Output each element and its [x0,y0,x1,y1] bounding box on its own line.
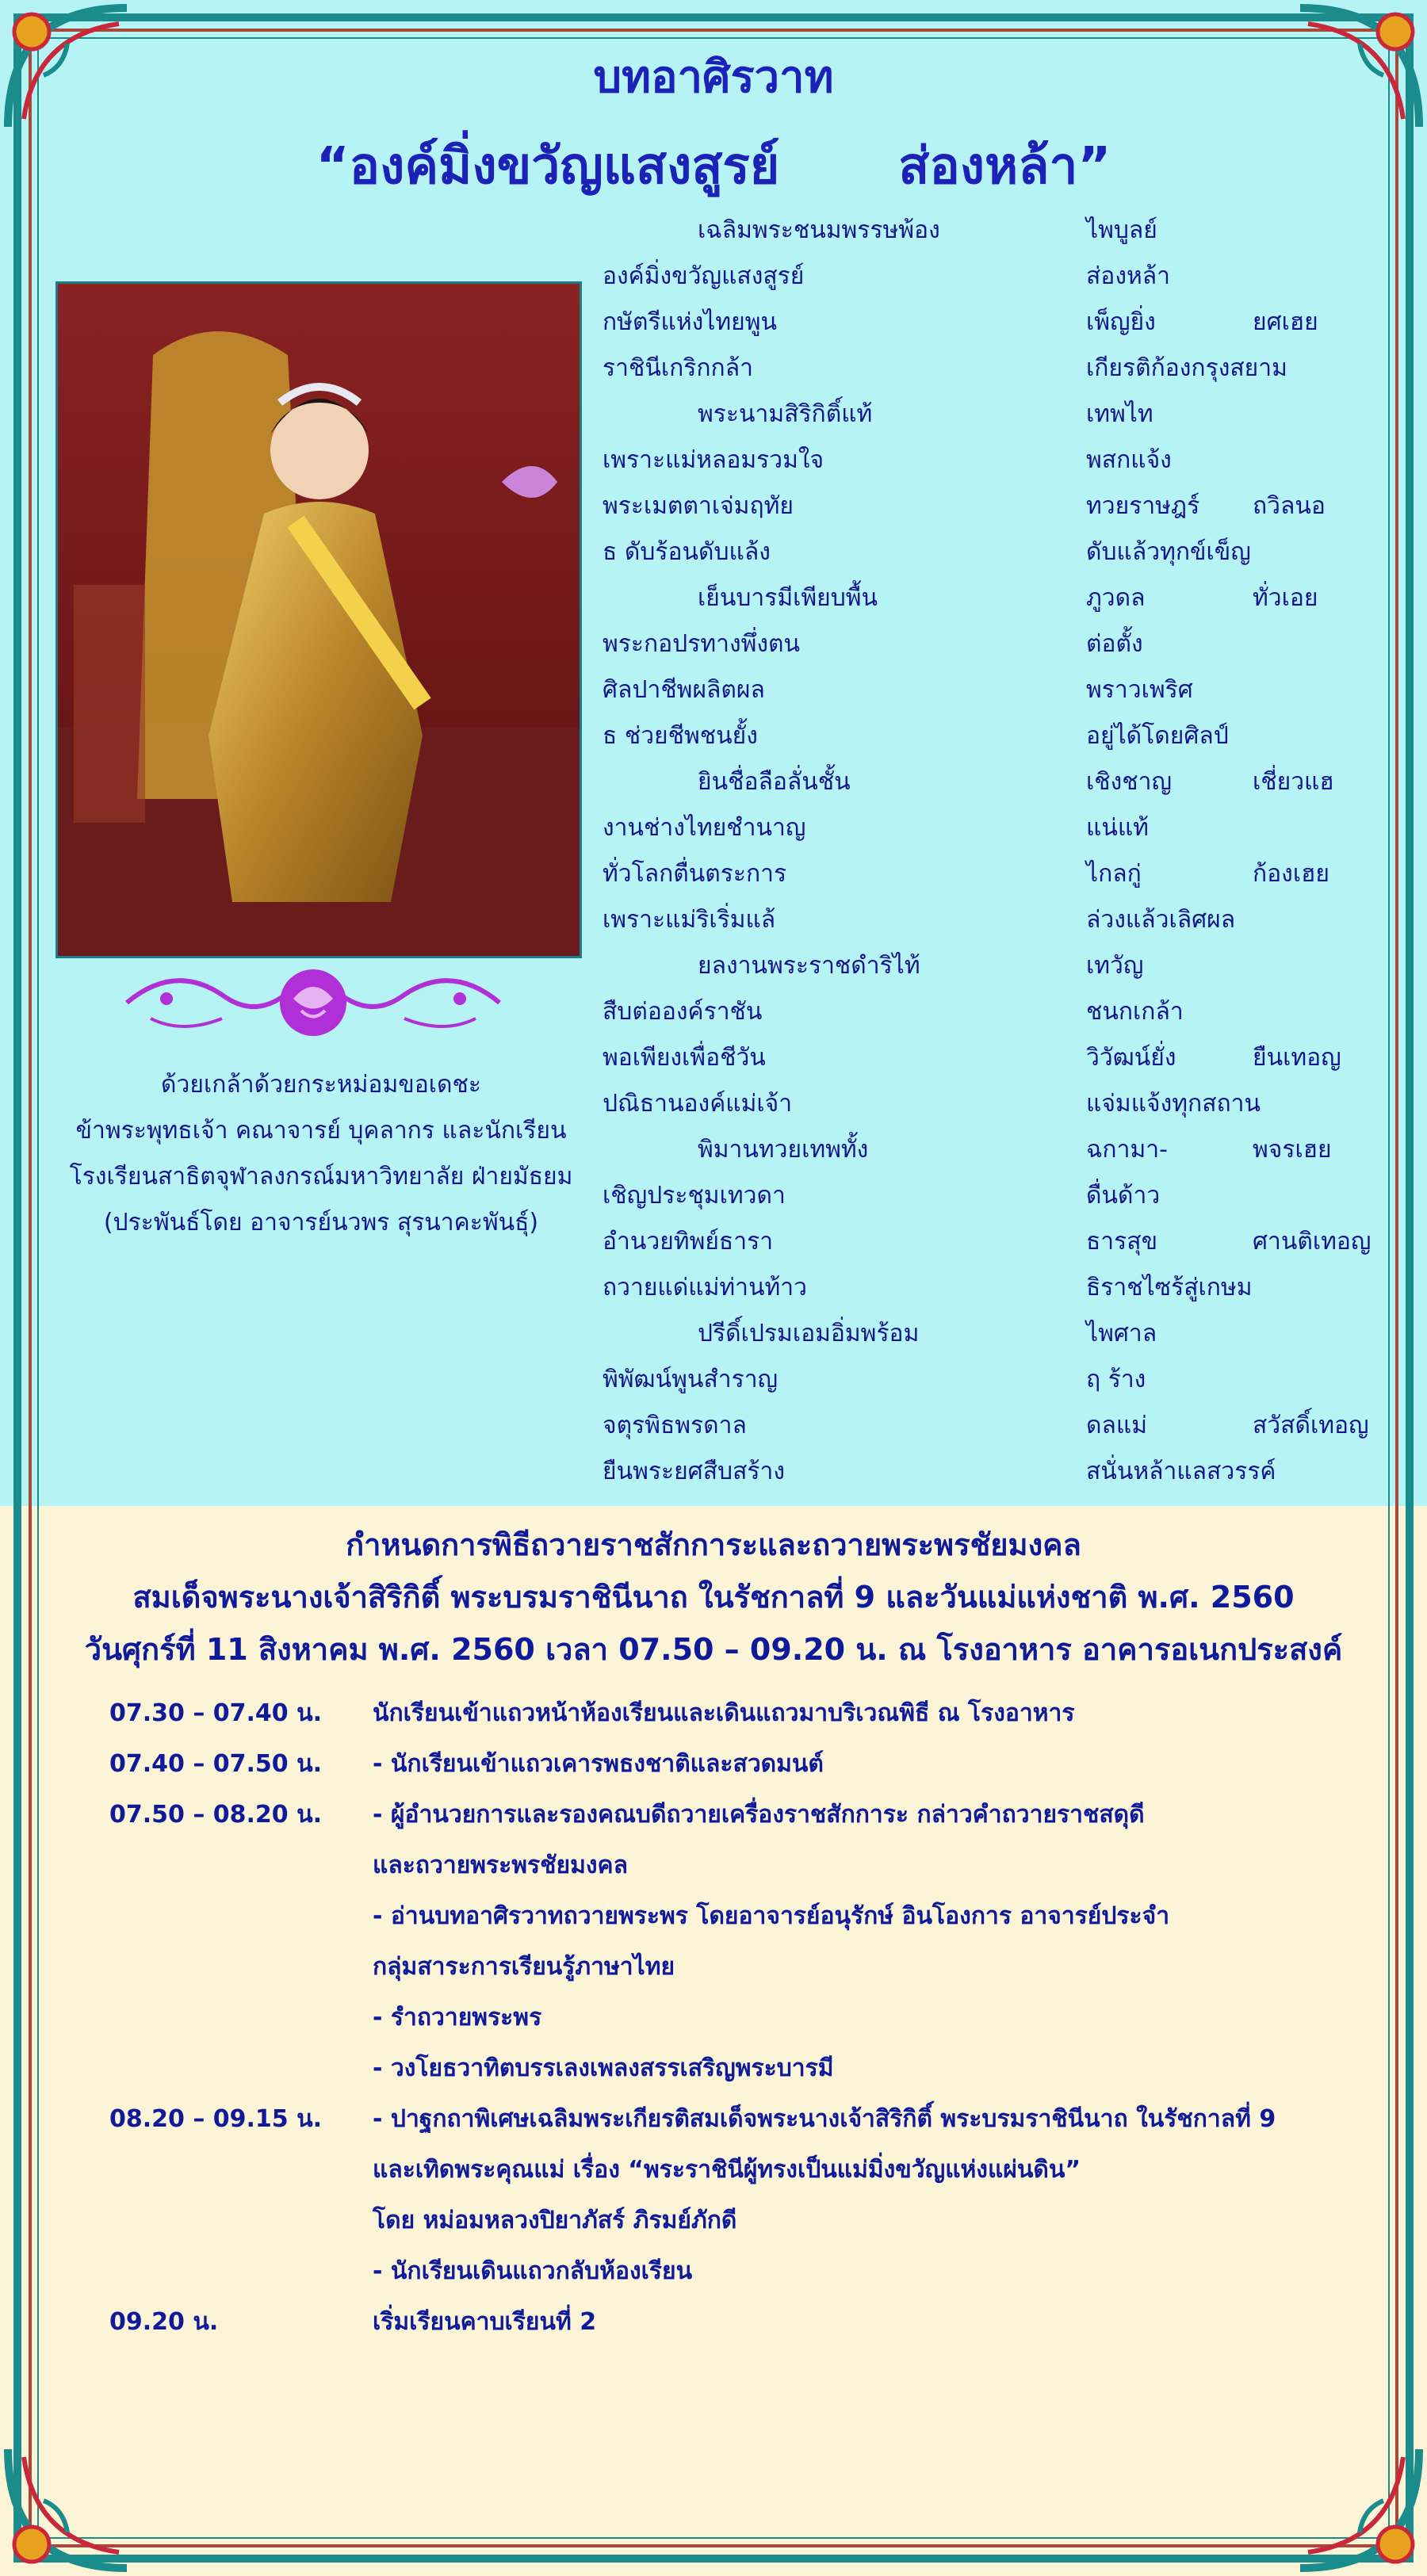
poem-line [603,1127,1395,1173]
poem-verse-second: ฉกามา- [1086,1136,1168,1164]
poem-verse-second: แจ่มแจ้งทุกสถาน [1086,1090,1261,1118]
poem-line [603,300,1395,346]
poem-line [603,1035,1395,1081]
poem-verse-ending: ศานติเทอญ [1253,1228,1372,1256]
poem-verse-first: งานช่างไทยชำนาญ [603,814,806,842]
poem-line [603,1219,1395,1265]
poem-verse-first: ธ ช่วยชีพชนยั้ง [603,722,758,750]
poem-verse-first: ราชินีเกริกกล้า [603,354,753,382]
schedule-time: 07.40 – 07.50 น. [109,1750,323,1778]
schedule-row [0,1891,1427,1942]
schedule-time: 07.30 – 07.40 น. [109,1699,323,1727]
page-title: บทอาศิรวาท [593,52,834,103]
schedule-date: วันศุกร์ที่ 11 สิงหาคม พ.ศ. 2560 เวลา 07.50 – 09.20 น. ณ โรงอาหาร อาคารอเนกประสงค์ [84,1632,1343,1667]
schedule-description: - ปาฐกถาพิเศษเฉลิมพระเกียรติสมเด็จพระนางเจ้าสิริกิติ์ พระบรมราชินีนาถ ในรัชกาลที่ 9 [373,2105,1276,2133]
poem-verse-first: ปรีดิ์เปรมเอมอิ่มพร้อม [698,1320,920,1347]
poem-line [603,346,1395,392]
poem-verse-second: ทวยราษฎร์ [1086,492,1200,520]
poem-verse-ending: ทั่วเอย [1253,584,1318,612]
poem-verse-first: พอเพียงเพื่อชีวัน [603,1044,766,1072]
dedication-line: ข้าพระพุทธเจ้า คณาจารย์ บุคลากร และนักเรียน [75,1117,567,1145]
poem-line [603,1403,1395,1449]
royal-portrait [55,281,582,958]
poem-line [603,943,1395,989]
schedule-description: - อ่านบทอาศิรวาทถวายพระพร โดยอาจารย์อนุรักษ์ อินโองการ อาจารย์ประจำ [373,1902,1170,1930]
poem-verse-second: ฤ ร้าง [1086,1366,1146,1393]
dedication-text [32,1062,610,1246]
schedule-description: - ผู้อำนวยการและรองคณบดีถวายเครื่องราชสักการะ กล่าวคำถวายราชสดุดี [373,1801,1145,1829]
schedule-description: กลุ่มสาระการเรียนรู้ภาษาไทย [373,1953,675,1981]
poem-verse-second: ไพบูลย์ [1086,216,1157,244]
poem-line [603,529,1395,575]
poem-verse-ending: พจรเฮย [1253,1136,1332,1164]
schedule-row [0,1840,1427,1891]
corner-flourish-icon [1292,2441,1427,2576]
poem-verse-second: ส่องหล้า [1086,262,1170,290]
schedule-description: - วงโยธวาทิตบรรเลงเพลงสรรเสริญพระบารมี [373,2054,834,2082]
poem-line [603,989,1395,1035]
dedication-line: ด้วยเกล้าด้วยกระหม่อมขอเดชะ [161,1071,481,1099]
poem-verse-second: ดลแม่ [1086,1412,1147,1439]
poem-verse-second: ไพศาล [1086,1320,1157,1347]
schedule-row [0,1790,1427,1840]
poem-verse-first: สืบต่อองค์ราชัน [603,998,763,1026]
poem-line [603,759,1395,805]
schedule-row [0,2145,1427,2196]
poem-verse-first: เชิญประชุมเทวดา [603,1182,786,1210]
poem-line [603,713,1395,759]
poem-verse-second: ดื่นด้าว [1086,1182,1161,1210]
schedule-description: นักเรียนเข้าแถวหน้าห้องเรียนและเดินแถวมาบริเวณพิธี ณ โรงอาหาร [373,1699,1075,1727]
schedule-description: - นักเรียนเดินแถวกลับห้องเรียน [373,2257,693,2285]
poem-verse-second: เชิงชาญ [1086,768,1173,796]
schedule-description: และเทิดพระคุณแม่ เรื่อง “พระราชินีผู้ทรงเป็นแม่มิ่งขวัญแห่งแผ่นดิน” [373,2156,1081,2184]
poem-verse-first: ศิลปาชีพผลิตผล [603,676,765,704]
poem-line [603,254,1395,300]
schedule-time: 07.50 – 08.20 น. [109,1801,323,1829]
poem-line [603,483,1395,529]
schedule-row [0,1688,1427,1739]
poem-verse-first: ยืนพระยศสืบสร้าง [603,1458,785,1485]
dedication-line: (ประพันธ์โดย อาจารย์นวพร สุรนาคะพันธุ์) [103,1209,539,1236]
poem-verse-first: ทั่วโลกตื่นตระการ [603,860,787,888]
rose-ornament-icon [119,955,507,1050]
poem-verse-first: กษัตรีแห่งไทยพูน [603,308,778,336]
poem-verse-first: ถวายแด่แม่ท่านท้าว [603,1274,807,1301]
poem-line [603,621,1395,667]
schedule-description: - นักเรียนเข้าแถวเคารพธงชาติและสวดมนต์ [373,1750,824,1778]
subtitle-left: “องค์มิ่งขวัญแสงสูรย์ [316,137,780,196]
schedule-row [0,2094,1427,2145]
schedule-subtitle: สมเด็จพระนางเจ้าสิริกิติ์ พระบรมราชินีนาถ ในรัชกาลที่ 9 และวันแม่แห่งชาติ พ.ศ. 2560 [132,1580,1295,1615]
poem-verse-first: องค์มิ่งขวัญแสงสูรย์ [603,262,805,290]
poem-verse-second: ชนกเกล้า [1086,998,1184,1026]
poem-verse-second: ภูวดล [1086,584,1146,612]
schedule-row [0,2043,1427,2094]
poem-verse-first: อำนวยทิพย์ธารา [603,1228,774,1256]
schedule-description: และถวายพระพรชัยมงคล [373,1852,628,1879]
poem-line [603,1265,1395,1311]
poem-verse-first: เย็นบารมีเพียบพื้น [698,584,878,612]
poem-line [603,805,1395,851]
poem-verse-second: วิวัฒน์ยั่ง [1086,1044,1176,1072]
poem-line [603,1081,1395,1127]
poem-verse-first: พระเมตตาเจ่มฤทัย [603,492,794,520]
schedule-row [0,2246,1427,2297]
schedule-row [0,1739,1427,1790]
poem-verse-ending: เชี่ยวแฮ [1253,768,1334,796]
poem-verse-first: ปณิธานองค์แม่เจ้า [603,1090,793,1118]
poem-verse-second: พสกแจ้ง [1086,446,1172,474]
poem-verse-second: ธารสุข [1086,1228,1158,1256]
poem-line [603,438,1395,483]
poem-verse-first: ยินชื่อลือลั่นชั้น [698,768,851,796]
subtitle-right: ส่องหล้า” [898,137,1111,196]
poem-line [603,667,1395,713]
poem-verse-first: ธ ดับร้อนดับแล้ง [603,538,771,566]
poem-verse-ending: ก้องเฮย [1253,860,1329,888]
poem-verse-first: เพราะแม่หลอมรวมใจ [603,446,824,474]
poem-line [603,1311,1395,1357]
poem-verse-first: พระนามสิริกิติ์แท้ [698,400,873,428]
poem-line [603,851,1395,897]
schedule-description: โดย หม่อมหลวงปิยาภัสร์ ภิรมย์ภักดี [373,2207,737,2234]
poem-verse-second: แน่แท้ [1086,814,1149,842]
poem-verse-second: เกียรติก้องกรุงสยาม [1086,354,1287,382]
schedule-description: เริ่มเรียนคาบเรียนที่ 2 [373,2308,597,2336]
poem-verse-second: ธิราชไซร้สู่เกษม [1086,1274,1253,1301]
poem-verse-ending: สวัสดิ์เทอญ [1253,1412,1369,1439]
schedule-row [0,2196,1427,2246]
schedule-row [0,1993,1427,2043]
corner-flourish-icon [0,2441,135,2576]
poem-verse-ending: ยศเฮย [1253,308,1318,336]
poem-line [603,897,1395,943]
poem-line [603,1357,1395,1403]
poem-line [603,575,1395,621]
poem-verse-second: ดับแล้วทุกข์เข็ญ [1086,538,1251,566]
poem-verse-second: เทวัญ [1086,952,1144,980]
poem-line [603,392,1395,438]
schedule-time: 08.20 – 09.15 น. [109,2105,323,2133]
dedication-line: โรงเรียนสาธิตจุฬาลงกรณ์มหาวิทยาลัย ฝ่ายมัธยม [69,1163,573,1191]
schedule-row [0,2297,1427,2348]
schedule-row [0,1942,1427,1993]
schedule-description: - รำถวายพระพร [373,2004,542,2031]
poem-verse-second: เทพไท [1086,400,1153,428]
poem-verse-first: ยลงานพระราชดำริไท้ [698,952,920,980]
poem-verse-first: เฉลิมพระชนมพรรษพ้อง [698,216,940,244]
poem-verse-second: สนั่นหล้าแลสวรรค์ [1086,1458,1276,1485]
poem-line [603,1449,1395,1495]
poem-line [603,208,1395,254]
schedule-title: กำหนดการพิธีถวายราชสักการะและถวายพระพรชัยมงคล [346,1527,1081,1562]
poem-line [603,1173,1395,1219]
poem-verse-second: ไกลกู่ [1086,860,1142,888]
poem-subtitle [0,125,1427,206]
poem-verse-second: ต่อตั้ง [1086,630,1143,658]
poem-verse-first: พิมานทวยเทพทั้ง [698,1136,869,1164]
poem-verse-second: อยู่ได้โดยศิลป์ [1086,722,1229,750]
poem-verse-first: เพราะแม่ริเริ่มแล้ [603,906,776,934]
poem-verse-ending: ถวิลนอ [1253,492,1326,520]
poem-verse-ending: ยืนเทอญ [1253,1044,1341,1072]
poem-verse-first: พิพัฒน์พูนสำราญ [603,1366,779,1393]
schedule-time: 09.20 น. [109,2308,219,2336]
portrait-image [58,284,580,956]
poem-verse-first: พระกอปรทางพึ่งตน [603,630,801,658]
poem-verse-first: จตุรพิธพรดาล [603,1412,747,1439]
poem-verse-second: เพ็ญยิ่ง [1086,308,1156,336]
poem-verse-second: ล่วงแล้วเลิศผล [1086,906,1236,934]
poem-verse-second: พราวเพริศ [1086,676,1193,704]
